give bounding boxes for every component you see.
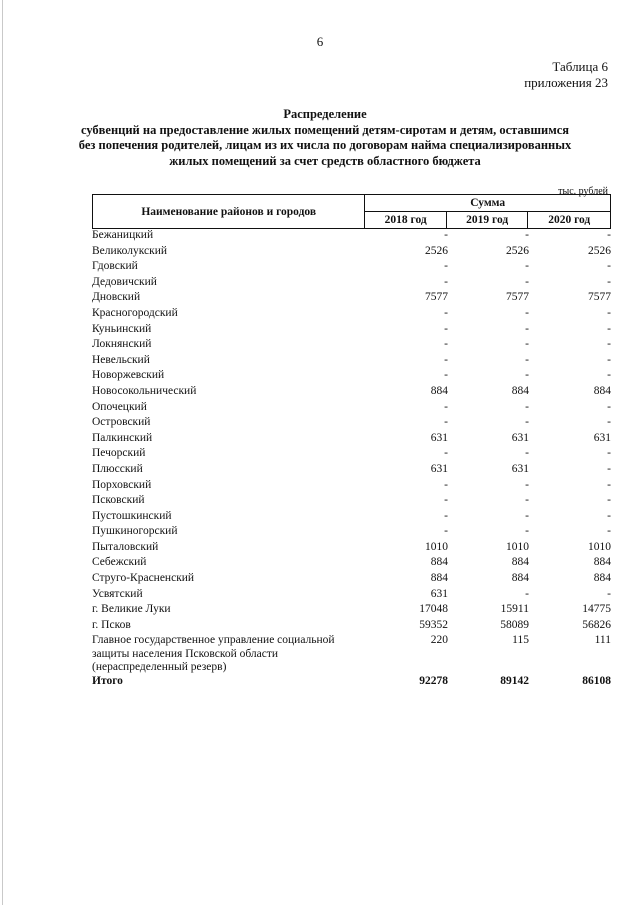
row-name: Новоржевский: [92, 369, 165, 382]
row-2019: 884: [511, 384, 529, 397]
row-2019: -: [525, 275, 529, 288]
row-2019: -: [525, 478, 529, 491]
table-row: [92, 291, 611, 307]
table-row: [92, 401, 611, 417]
table-row: [92, 245, 611, 261]
row-2019: 2526: [506, 244, 529, 257]
title-line3: без попечения родителей, лицам из их числа по договорам найма специализированных: [78, 138, 572, 152]
reserve-line3: (нераспределенный резерв): [92, 661, 227, 674]
row-2018: -: [444, 447, 448, 460]
row-2018: -: [444, 306, 448, 319]
row-2020: -: [607, 322, 611, 335]
row-2018: 1010: [425, 540, 448, 553]
row-2018: 884: [430, 572, 448, 585]
row-2020: -: [607, 478, 611, 491]
row-2020: -: [607, 587, 611, 600]
row-2018: -: [444, 229, 448, 241]
table-row: [92, 525, 611, 541]
reserve-2020: 111: [594, 634, 611, 647]
table-row: [92, 572, 611, 588]
header-year-2020: 2020 год: [528, 212, 611, 229]
row-2020: 2526: [588, 244, 611, 257]
row-2018: 2526: [425, 244, 448, 257]
row-2019: 884: [511, 556, 529, 569]
row-2019: 7577: [506, 291, 529, 304]
table-row: [92, 260, 611, 276]
total-2019: 89142: [500, 674, 529, 687]
row-name: Гдовский: [92, 260, 138, 273]
row-name: Палкинский: [92, 431, 153, 444]
table-row: [92, 447, 611, 463]
row-2020: -: [607, 275, 611, 288]
header-year-2019: 2019 год: [446, 212, 528, 229]
reserve-line2: защиты населения Псковской области: [92, 647, 279, 660]
row-name: Дедовичский: [92, 275, 157, 288]
total-2018: 92278: [419, 674, 448, 687]
row-2018: -: [444, 260, 448, 273]
header-year-2018: 2018 год: [365, 212, 447, 229]
table-ref-line2: приложения 23: [524, 75, 608, 90]
table-row: [92, 229, 611, 245]
data-table: [92, 229, 611, 691]
row-2020: -: [607, 509, 611, 522]
row-2019: -: [525, 509, 529, 522]
row-2019: 58089: [500, 618, 529, 631]
row-2020: -: [607, 306, 611, 319]
row-name: Печорский: [92, 447, 146, 460]
row-2019: -: [525, 400, 529, 413]
table-row: [92, 416, 611, 432]
table-row: [92, 307, 611, 323]
row-2020: -: [607, 416, 611, 429]
row-2018: -: [444, 478, 448, 491]
row-2018: 884: [430, 384, 448, 397]
table-row: [92, 432, 611, 448]
row-2019: 884: [511, 572, 529, 585]
row-name: г. Великие Луки: [92, 603, 171, 616]
reserve-2018: 220: [430, 634, 448, 647]
row-2020: -: [607, 525, 611, 538]
row-2020: 7577: [588, 291, 611, 304]
scan-edge-line: [2, 0, 3, 905]
row-2018: 59352: [419, 618, 448, 631]
table-ref-line1: Таблица 6: [552, 59, 608, 74]
row-2018: 7577: [425, 291, 448, 304]
row-2018: -: [444, 338, 448, 351]
table-reference: [524, 59, 608, 91]
table-row: [92, 354, 611, 370]
table-row: [92, 369, 611, 385]
row-2018: 884: [430, 556, 448, 569]
row-name: Порховский: [92, 478, 152, 491]
row-2019: -: [525, 369, 529, 382]
row-2018: 631: [430, 462, 448, 475]
table-row: [92, 494, 611, 510]
table-row: [92, 619, 611, 635]
row-2019: 631: [511, 431, 529, 444]
row-name: Пушкиногорский: [92, 525, 178, 538]
row-2020: 1010: [588, 540, 611, 553]
row-2019: 15911: [500, 603, 529, 616]
row-name: Невельский: [92, 353, 150, 366]
row-2018: 17048: [419, 603, 448, 616]
reserve-2019: 115: [512, 634, 529, 647]
header-sum: Сумма: [365, 195, 611, 212]
row-2019: 1010: [506, 540, 529, 553]
row-name: Новосокольнический: [92, 384, 197, 397]
row-2019: -: [525, 587, 529, 600]
row-2019: -: [525, 494, 529, 507]
row-name: Опочецкий: [92, 400, 147, 413]
reserve-name: [92, 634, 367, 675]
row-2020: -: [607, 338, 611, 351]
row-2020: -: [607, 400, 611, 413]
table-row: [92, 385, 611, 401]
row-name: Струго-Красненский: [92, 572, 195, 585]
total-name: Итого: [92, 674, 123, 687]
table-header: [92, 194, 611, 229]
row-2020: -: [607, 260, 611, 273]
row-2018: 631: [430, 431, 448, 444]
row-name: Пыталовский: [92, 540, 159, 553]
row-name: Красногородский: [92, 306, 178, 319]
row-name: Островский: [92, 416, 151, 429]
row-2019: -: [525, 353, 529, 366]
document-title: [70, 107, 580, 169]
total-2020: 86108: [582, 674, 611, 687]
table-row: [92, 588, 611, 604]
table-row-total: [92, 675, 611, 691]
row-2020: 56826: [582, 618, 611, 631]
table-row: [92, 510, 611, 526]
row-2020: 884: [593, 556, 611, 569]
table-row: [92, 276, 611, 292]
row-2019: -: [525, 416, 529, 429]
table-row: [92, 323, 611, 339]
row-2020: -: [607, 353, 611, 366]
row-name: Локнянский: [92, 338, 152, 351]
row-name: Псковский: [92, 494, 145, 507]
row-name: Пустошкинский: [92, 509, 172, 522]
header-name: Наименование районов и городов: [93, 195, 365, 229]
row-2019: 631: [511, 462, 529, 475]
row-2020: -: [607, 229, 611, 241]
row-name: Куньинский: [92, 322, 152, 335]
row-2018: -: [444, 494, 448, 507]
row-2020: 884: [593, 572, 611, 585]
table-row: [92, 541, 611, 557]
table-row-reserve: [92, 634, 611, 675]
row-2019: -: [525, 447, 529, 460]
row-name: Усвятский: [92, 587, 143, 600]
row-2020: 631: [593, 431, 611, 444]
unit-label: тыс. рублей: [558, 186, 608, 197]
row-2019: -: [525, 306, 529, 319]
table-row: [92, 338, 611, 354]
table-row: [92, 603, 611, 619]
row-name: г. Псков: [92, 618, 131, 631]
table-row: [92, 463, 611, 479]
row-name: Плюсский: [92, 462, 143, 475]
row-name: Бежаницкий: [92, 229, 154, 241]
row-2019: -: [525, 338, 529, 351]
row-2018: -: [444, 353, 448, 366]
row-2018: -: [444, 322, 448, 335]
title-line4: жилых помещений за счет средств областного бюджета: [169, 153, 481, 168]
row-2019: -: [525, 229, 529, 241]
row-2020: -: [607, 369, 611, 382]
row-2020: -: [607, 447, 611, 460]
row-name: Великолукский: [92, 244, 168, 257]
title-line1: Распределение: [283, 107, 367, 121]
row-2018: -: [444, 369, 448, 382]
page-number: 6: [316, 34, 324, 49]
row-2019: -: [525, 322, 529, 335]
reserve-line1: Главное государственное управление социальной: [92, 634, 335, 647]
row-2018: -: [444, 400, 448, 413]
table-row: [92, 479, 611, 495]
row-2018: 631: [430, 587, 448, 600]
title-line2: субвенций на предоставление жилых помещений детям-сиротам и детям, оставшимся: [80, 122, 570, 137]
row-2019: -: [525, 525, 529, 538]
row-name: Себежский: [92, 556, 147, 569]
row-2020: 884: [593, 384, 611, 397]
row-2018: -: [444, 525, 448, 538]
table-row: [92, 556, 611, 572]
row-2020: -: [607, 494, 611, 507]
row-2019: -: [525, 260, 529, 273]
row-2018: -: [444, 416, 448, 429]
row-2020: -: [607, 462, 611, 475]
row-2020: 14775: [582, 603, 611, 616]
row-2018: -: [444, 509, 448, 522]
row-name: Дновский: [92, 291, 141, 304]
row-2018: -: [444, 275, 448, 288]
